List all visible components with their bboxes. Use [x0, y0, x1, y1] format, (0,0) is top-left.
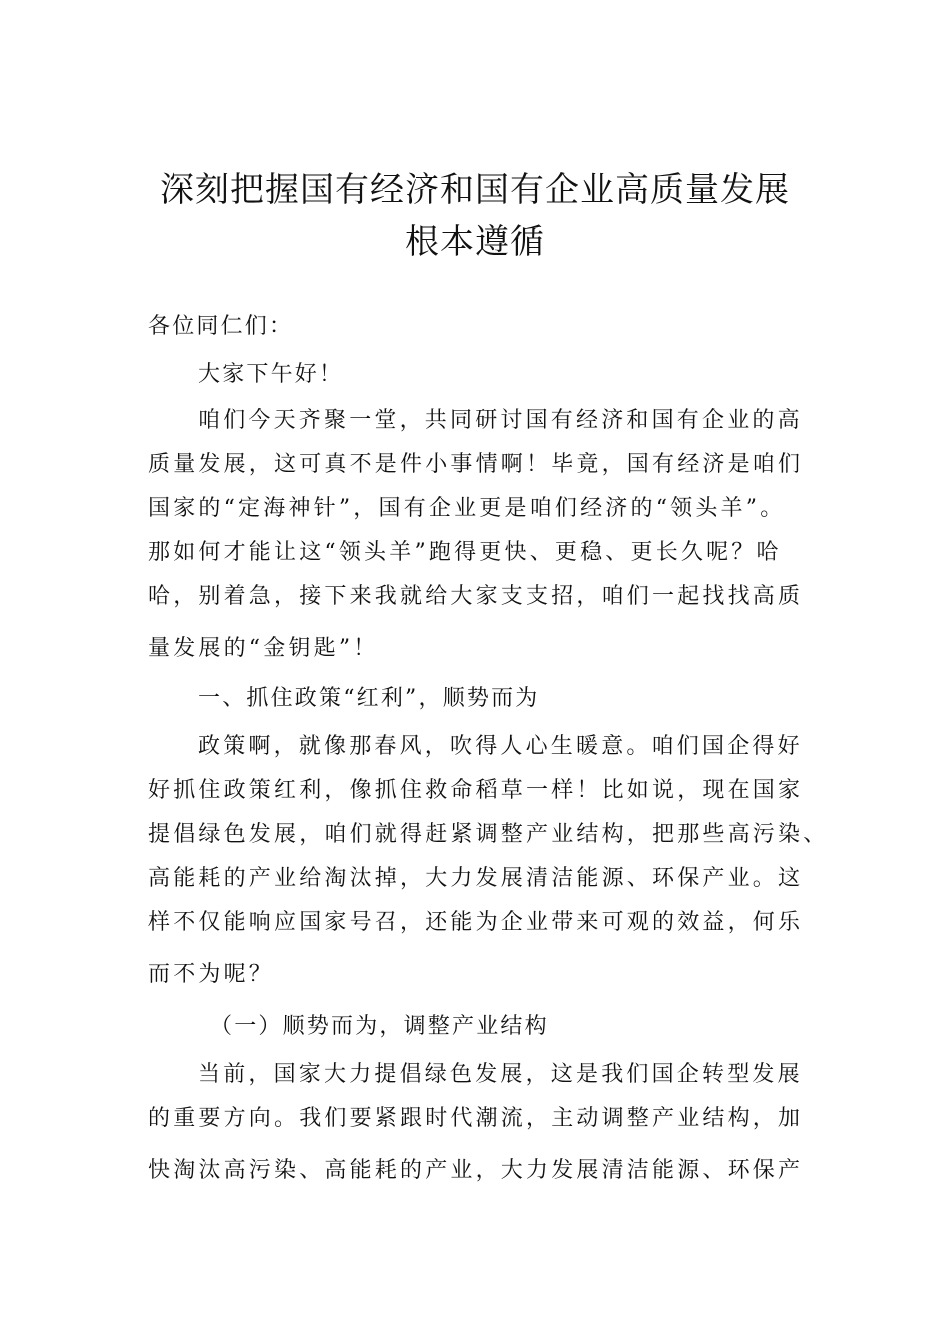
paragraph-line: 好抓住政策红利，像抓住救命稻草一样！比如说，现在国家 [148, 778, 804, 803]
paragraph-line: 质量发展，这可真不是件小事情啊！毕竟，国有经济是咱们 [148, 452, 804, 477]
paragraph-line: 高能耗的产业给淘汰掉，大力发展清洁能源、环保产业。这 [148, 866, 804, 891]
paragraph-line: 那如何才能让这“领头羊”跑得更快、更稳、更长久呢？哈 [148, 540, 782, 565]
paragraph-intro [148, 406, 808, 666]
document-title-line-1: 深刻把握国有经济和国有企业高质量发展 [160, 170, 790, 210]
paragraph-line: 量发展的“金钥匙”！ [148, 636, 379, 661]
paragraph-line: 的重要方向。我们要紧跟时代潮流，主动调整产业结构，加 [148, 1106, 804, 1131]
salutation: 各位同仁们： [148, 314, 294, 339]
paragraph-policy [148, 732, 829, 992]
section-heading-1: 一、抓住政策“红利”，顺势而为 [198, 686, 540, 711]
paragraph-line: 国家的“定海神针”，国有企业更是咱们经济的“领头羊”。 [148, 496, 786, 521]
paragraph-industry [148, 1060, 808, 1200]
paragraph-line: 当前，国家大力提倡绿色发展，这是我们国企转型发展 [198, 1062, 803, 1087]
paragraph-line: 快淘汰高污染、高能耗的产业，大力发展清洁能源、环保产 [148, 1158, 804, 1183]
paragraph-line: 样不仅能响应国家号召，还能为企业带来可观的效益，何乐 [148, 910, 804, 935]
paragraph-line: 咱们今天齐聚一堂，共同研讨国有经济和国有企业的高 [198, 408, 803, 433]
document-title-line-2: 根本遵循 [405, 222, 545, 262]
subsection-heading-1: （一）顺势而为，调整产业结构 [210, 1014, 549, 1039]
paragraph-line: 而不为呢？ [148, 962, 275, 987]
greeting: 大家下午好！ [198, 362, 344, 387]
paragraph-line: 政策啊，就像那春风，吹得人心生暖意。咱们国企得好 [198, 734, 803, 759]
paragraph-line: 提倡绿色发展，咱们就得赶紧调整产业结构，把那些高污染、 [148, 822, 829, 847]
paragraph-line: 哈，别着急，接下来我就给大家支支招，咱们一起找找高质 [148, 584, 804, 609]
